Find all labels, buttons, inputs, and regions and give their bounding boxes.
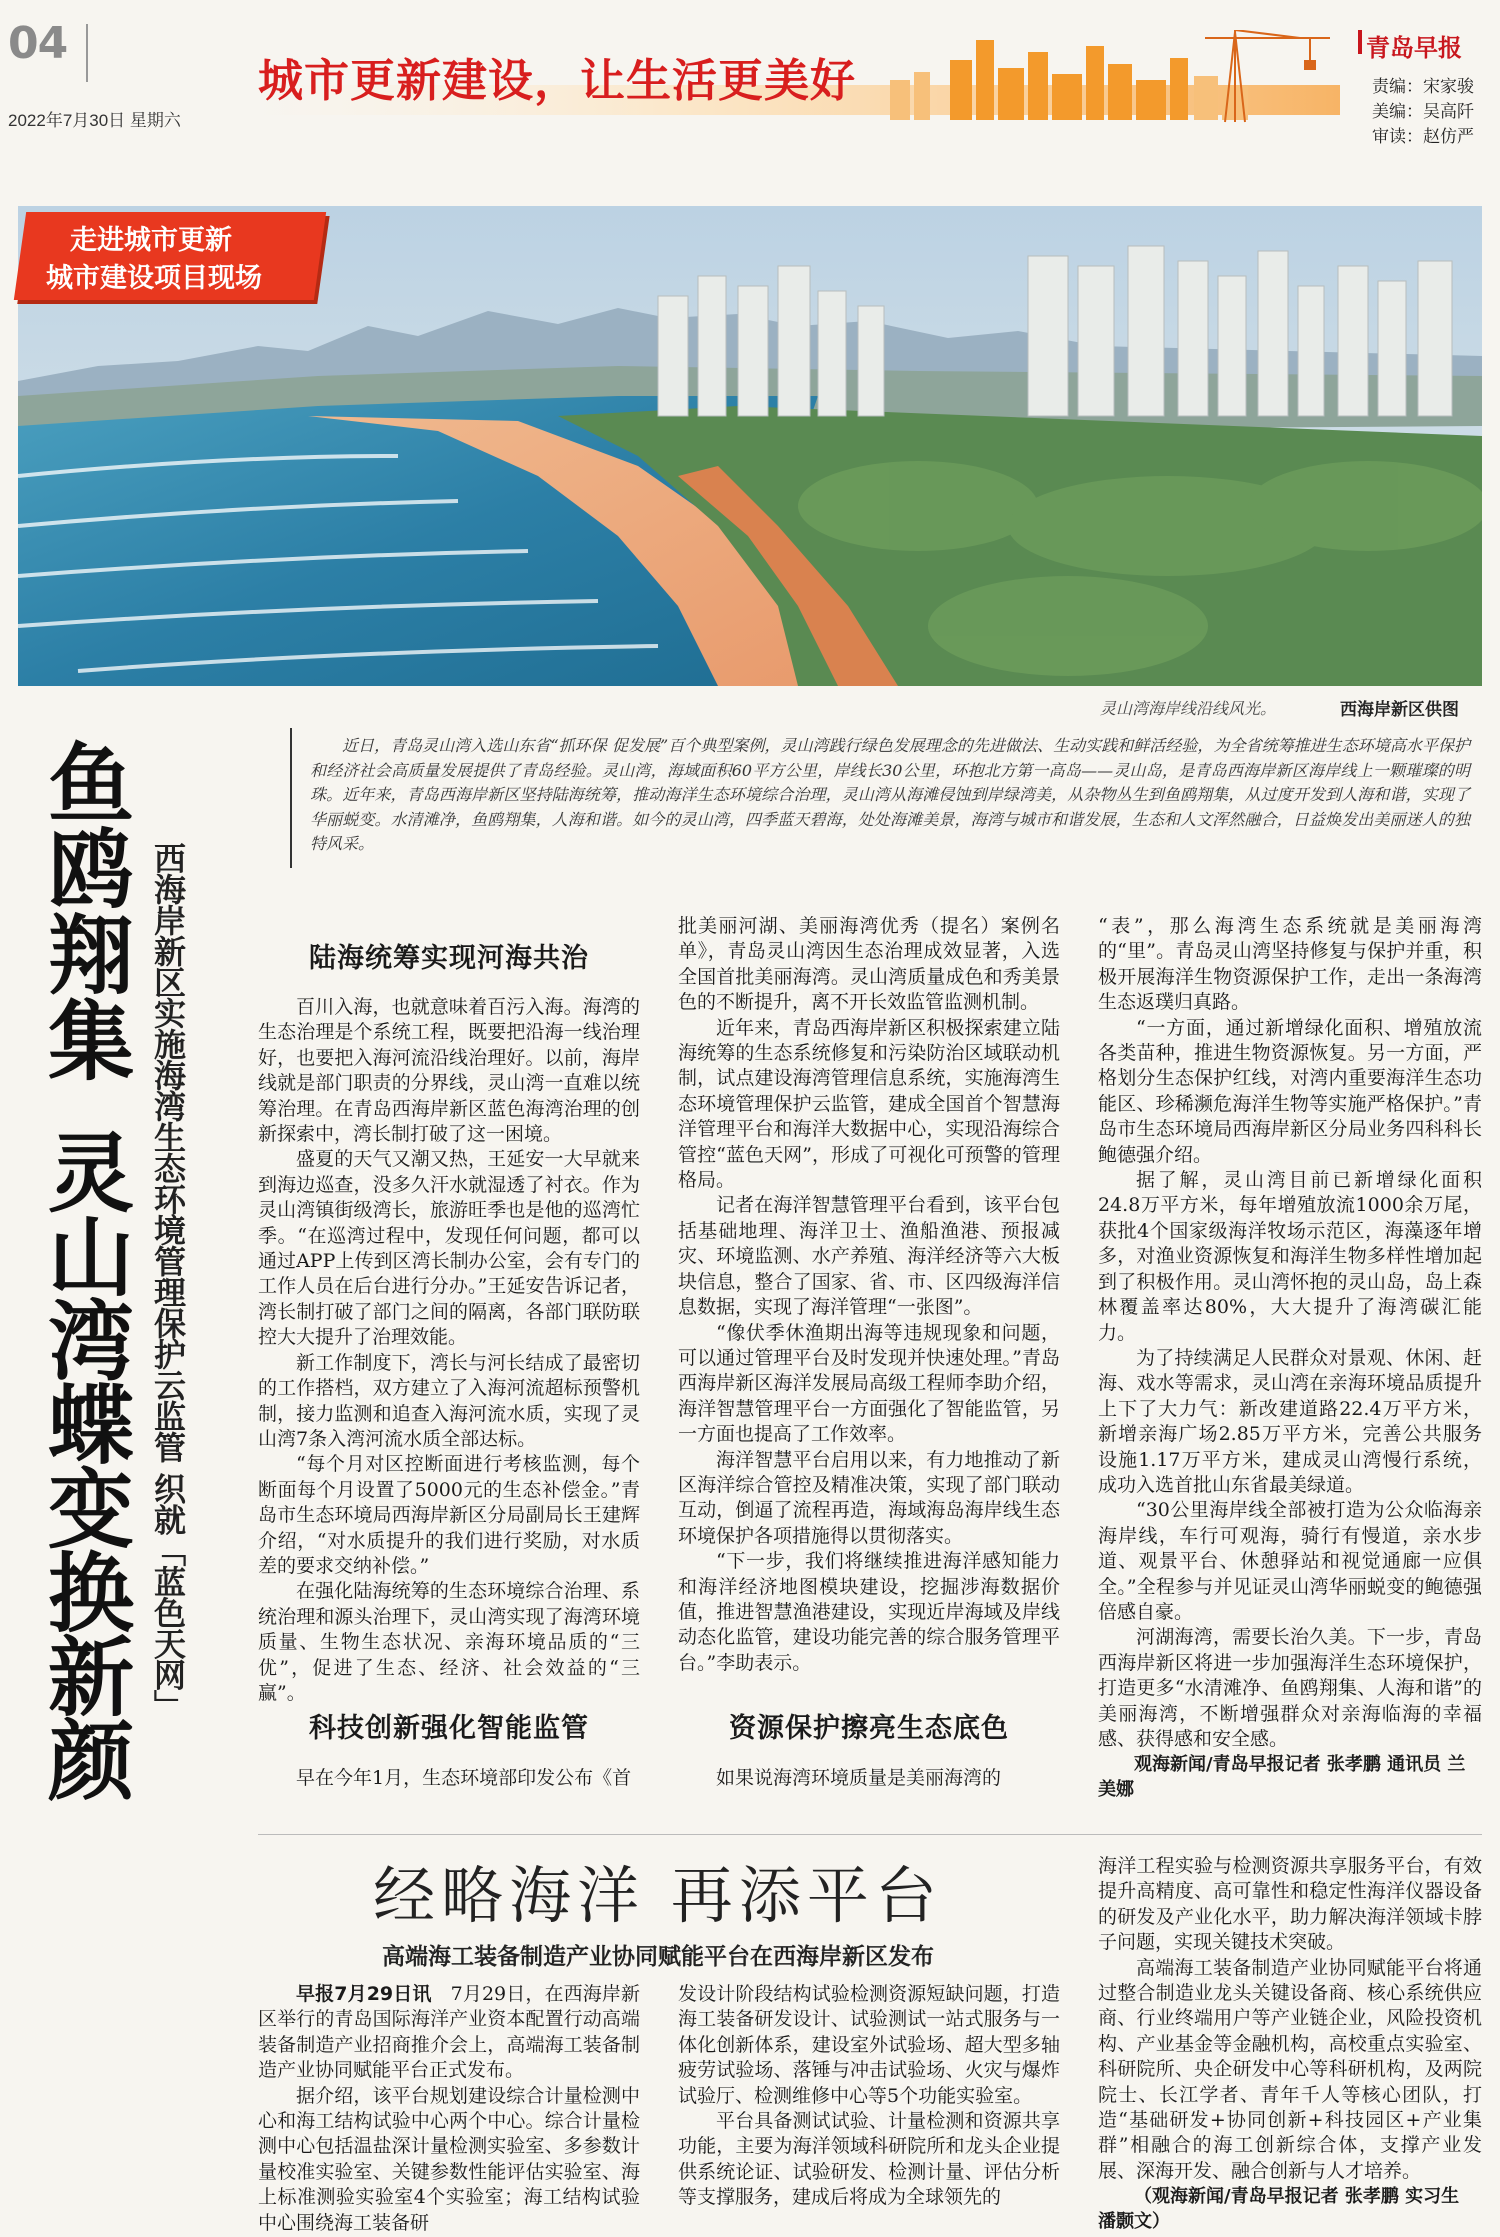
paragraph: 百川入海，也就意味着百污入海。海湾的生态治理是个系统工程，既要把沿海一线治理好，也要把入海河流沿线治理好。以前，海岸线就是部门职责的分界线，灵山湾一直难以统筹治理。在青岛西海岸新区蓝色海湾治理的创新探索中，湾长制打破了这一困境。 [258, 996, 640, 1146]
story2-col1 [258, 1982, 640, 2236]
paragraph: 近年来，青岛西海岸新区积极探索建立陆海统筹的生态系统修复和污染防治区域联动机制，试点建设海湾管理信息系统，实施海湾生态环境管理保护云监管，建成全国首个智慧海洋管理平台和海洋大数据中心，实现沿海综合管控“蓝色天网”，形成了可视化可预警的管理格局。 [678, 1016, 1060, 1192]
paragraph: 盛夏的天气又潮又热，王延安一大早就来到海边巡查，没多久汗水就湿透了衬衣。作为灵山湾镇街级湾长，旅游旺季也是他的巡湾忙季。“在巡湾过程中，发现任何问题，都可以通过APP上传到区湾长制办公室，会有专门的工作人员在后台进行分办。”王延安告诉记者，湾长制打破了部门之间的隔离，各部门联防联控大大提升了治理效能。 [258, 1148, 640, 1349]
paragraph: 据了解，灵山湾目前已新增绿化面积24.8万平方米，每年增殖放流1000余万尾，获批4个国家级海洋牧场示范区，海藻逐年增多，对渔业资源恢复和海洋生物多样性增加起到了积极作用。灵山湾怀抱的灵山岛，岛上森林覆盖率达80%，大大提升了海湾碳汇能力。 [1098, 1169, 1482, 1344]
paragraph: 为了持续满足人民群众对景观、休闲、赶海、戏水等需求，灵山湾在亲海环境品质提升上下了大力气：新改建道路22.4万平方米，新增亲海广场2.85万平方米，完善公共服务设施1.17万平方米，建成灵山湾慢行系统，成功入选首批山东省最美绿道。 [1098, 1346, 1482, 1496]
paragraph [258, 1982, 640, 2084]
paragraph: 如果说海湾环境质量是美丽海湾的 [716, 1767, 1002, 1789]
paragraph: “30公里海岸线全部被打造为公众临海亲海岸线，车行可观海，骑行有慢道，亲水步道、观景平台、休憩驿站和视觉通廊一应俱全。”全程参与并见证灵山湾华丽蜕变的鲍德强倍感自豪。 [1098, 1499, 1482, 1623]
paragraph: 早在今年1月，生态环境部印发公布《首 [296, 1767, 632, 1789]
paragraph: 记者在海洋智慧管理平台看到，该平台包括基础地理、海洋卫士、渔船渔港、预报减灾、环境监测、水产养殖、海洋经济等六大板块信息，整合了国家、省、市、区四级海洋信息数据，实现了海洋管理“一张图”。 [678, 1194, 1060, 1319]
story1-col1 [258, 930, 640, 1706]
story2-dateline: 早报7月29日讯 [296, 1983, 432, 2005]
proofreader-credit: 审读：赵仿严 [1372, 127, 1474, 147]
paragraph: “一方面，通过新增绿化面积、增殖放流各类苗种，推进生物资源恢复。另一方面，严格划分生态保护红线，对湾内重要海洋生态功能区、珍稀濒危海洋生物等实施严格保护。”青岛市生态环境局西海岸新区分局业务四科科长鲍德强介绍。 [1098, 1016, 1482, 1166]
subhead-resources: 资源保护擦亮生态底色 [729, 1713, 1009, 1744]
logo-mark [1358, 30, 1362, 54]
headline-lead [28, 738, 138, 1800]
banner [250, 30, 1340, 130]
story1-byline: 观海新闻/青岛早报记者 张孝鹏 通讯员 兰美娜 [1098, 1754, 1466, 1801]
paragraph: 新工作制度下，湾长与河长结成了最密切的工作搭档，双方建立了入海河流超标预警机制，接力监测和追查入海河流水质，实现了灵山湾7条入湾河流水质全部达标。 [258, 1351, 640, 1450]
page-number: 04 [8, 18, 68, 69]
banner-title: 城市更新建设，让生活更美好 [258, 54, 857, 107]
paper-logo [1358, 28, 1484, 60]
photo-caption: 灵山湾海岸线沿线风光。 [1100, 699, 1277, 718]
story2-byline: （观海新闻/青岛早报记者 张孝鹏 实习生 潘颢文） [1098, 2186, 1460, 2233]
paragraph: 发设计阶段结构试验检测资源短缺问题，打造海工装备研发设计、试验测试一站式服务与一体化创新体系，建设室外试验场、超大型多轴疲劳试验场、落锤与冲击试验场、火灾与爆炸试验厅、检测维修中心等5个功能实验室。 [678, 1983, 1060, 2107]
paragraph: “表”，那么海湾生态系统就是美丽海湾的“里”。青岛灵山湾坚持修复与保护并重，积极开展海洋生物资源保护工作，走出一条海湾生态返璞归真路。 [1098, 915, 1482, 1014]
paragraph: 批美丽河湖、美丽海湾优秀（提名）案例名单》，青岛灵山湾因生态治理成效显著，入选全国首批美丽海湾。灵山湾质量成色和秀美景色的不断提升，离不开长效监管监测机制。 [678, 915, 1060, 1014]
story2-headline: 经略海洋 再添平台 [373, 1859, 943, 1932]
story2-subhead: 高端海工装备制造产业协同赋能平台在西海岸新区发布 [382, 1944, 934, 1970]
story2-col2 [678, 1982, 1060, 2211]
headline-a: 鱼鸥翔集 [33, 738, 133, 1082]
photo-badge-line1: 走进城市更新 [70, 225, 232, 256]
photo-credit: 西海岸新区供图 [1340, 700, 1459, 720]
paragraph: 高端海工装备制造产业协同赋能平台将通过整合制造业龙头关键设备商、核心系统供应商、行业终端用户等产业链企业，风险投资机构、产业基金等金融机构，高校重点实验室、科研院所、央企研发中心等科研机构，及两院院士、长江学者、青年千人等核心团队，打造“基础研发+协同创新+科技园区+产业集群”相融合的海工创新综合体，支撑产业发展、深海开发、融合创新与人才培养。 [1098, 1956, 1482, 2182]
story2-lead: 7月29日，在西海岸新区举行的青岛国际海洋产业资本配置行动高端装备制造产业招商推介会上，高端海工装备制造产业协同赋能平台正式发布。 [258, 1983, 640, 2082]
paper-name: 青岛早报 [1366, 34, 1462, 62]
intro-text: 近日，青岛灵山湾入选山东省“抓环保 促发展”百个典型案例，灵山湾践行绿色发展理念的先进做法、生动实践和鲜活经验，为全省统筹推进生态环境高水平保护和经济社会高质量发展提供了青岛经验。灵山湾，海域面积60平方公里，岸线长30公里，环抱北方第一高岛——灵山岛，是青岛西海岸新区海岸线上一颗璀璨的明珠。近年来，青岛西海岸新区坚持陆海统筹，推动海洋生态环境综合治理，灵山湾从海滩侵蚀到岸绿湾美，从杂物丛生到鱼鸥翔集，从过度开发到人海和谐，实现了华丽蜕变。水清滩净，鱼鸥翔集，人海和谐。如今的灵山湾，四季蓝天碧海，处处海滩美景，海湾与城市和谐发展，生态和人文浑然融合，日益焕发出美丽迷人的独特风采。 [310, 736, 1470, 853]
subhead-tech: 科技创新强化智能监管 [309, 1713, 589, 1744]
photo-badge-line2: 城市建设项目现场 [46, 263, 262, 294]
paragraph: “像伏季休渔期出海等违规现象和问题，可以通过管理平台及时发现并快速处理。”青岛西海岸新区海洋发展局高级工程师李助介绍，海洋智慧管理平台一方面强化了智能监管，另一方面也提高了工作效率。 [678, 1321, 1060, 1446]
subhead-land-sea: 陆海统筹实现河海共治 [309, 943, 589, 974]
story1-col3 [1098, 914, 1482, 1802]
paragraph: 在强化陆海统筹的生态环境综合治理、系统治理和源头治理下，灵山湾实现了海湾环境质量、生物生态状况、亲海环境品质的“三优”，促进了生态、经济、社会效益的“三赢”。 [258, 1580, 640, 1704]
designer-credit: 美编：吴高阡 [1372, 102, 1474, 122]
headline-b: 灵山湾蝶变换新颜 [33, 1128, 133, 1800]
story-divider [258, 1834, 1482, 1835]
issue-date: 2022年7月30日 星期六 [8, 111, 181, 130]
kicker: 西海岸新区实施海湾生态环境管理保护云监管 织就「蓝色天网」 [149, 842, 187, 1721]
editor-credit: 责编：宋家骏 [1372, 77, 1474, 97]
paragraph: 平台具备测试试验、计量检测和资源共享功能，主要为海洋领域科研院所和龙头企业提供系统论证、试验研发、检测计量、评估分析等支撑服务，建成后将成为全球领先的 [678, 2110, 1060, 2209]
story2-col3 [1098, 1854, 1482, 2234]
paragraph: 据介绍，该平台规划建设综合计量检测中心和海工结构试验中心两个中心。综合计量检测中心包括温盐深计量检测实验室、多参数计量校准实验室、关键参数性能评估实验室、海上标准测验实验室4个实验室；海工结构试验中心围绕海工装备研 [258, 2084, 640, 2234]
story1-col2 [678, 914, 1060, 1676]
paragraph: “每个月对区控断面进行考核监测，每个断面每个月设置了5000元的生态补偿金。”青岛市生态环境局西海岸新区分局副局长王建辉介绍，“对水质提升的我们进行奖励，对水质差的要求交纳补偿。” [258, 1453, 640, 1577]
paragraph: 海洋工程实验与检测资源共享服务平台，有效提升高精度、高可靠性和稳定性海洋仪器设备的研发及产业化水平，助力解决海洋领域卡脖子问题，实现关键技术突破。 [1098, 1855, 1482, 1954]
paragraph: 海洋智慧平台启用以来，有力地推动了新区海洋综合管控及精准决策，实现了部门联动互动，倒逼了流程再造，海域海岛海岸线生态环境保护各项措施得以贯彻落实。 [678, 1448, 1060, 1547]
header-divider [86, 24, 88, 82]
paragraph: 河湖海湾，需要长治久美。下一步，青岛西海岸新区将进一步加强海洋生态环境保护，打造更多“水清滩净、鱼鸥翔集、人海和谐”的美丽海湾，不断增强群众对亲海临海的幸福感、获得感和安全感。 [1098, 1626, 1482, 1750]
paragraph: “下一步，我们将继续推进海洋感知能力和海洋经济地图模块建设，挖掘涉海数据价值，推进智慧渔港建设，实现近岸海域及岸线动态化监管，建设功能完善的综合服务管理平台。”李助表示。 [678, 1550, 1060, 1674]
